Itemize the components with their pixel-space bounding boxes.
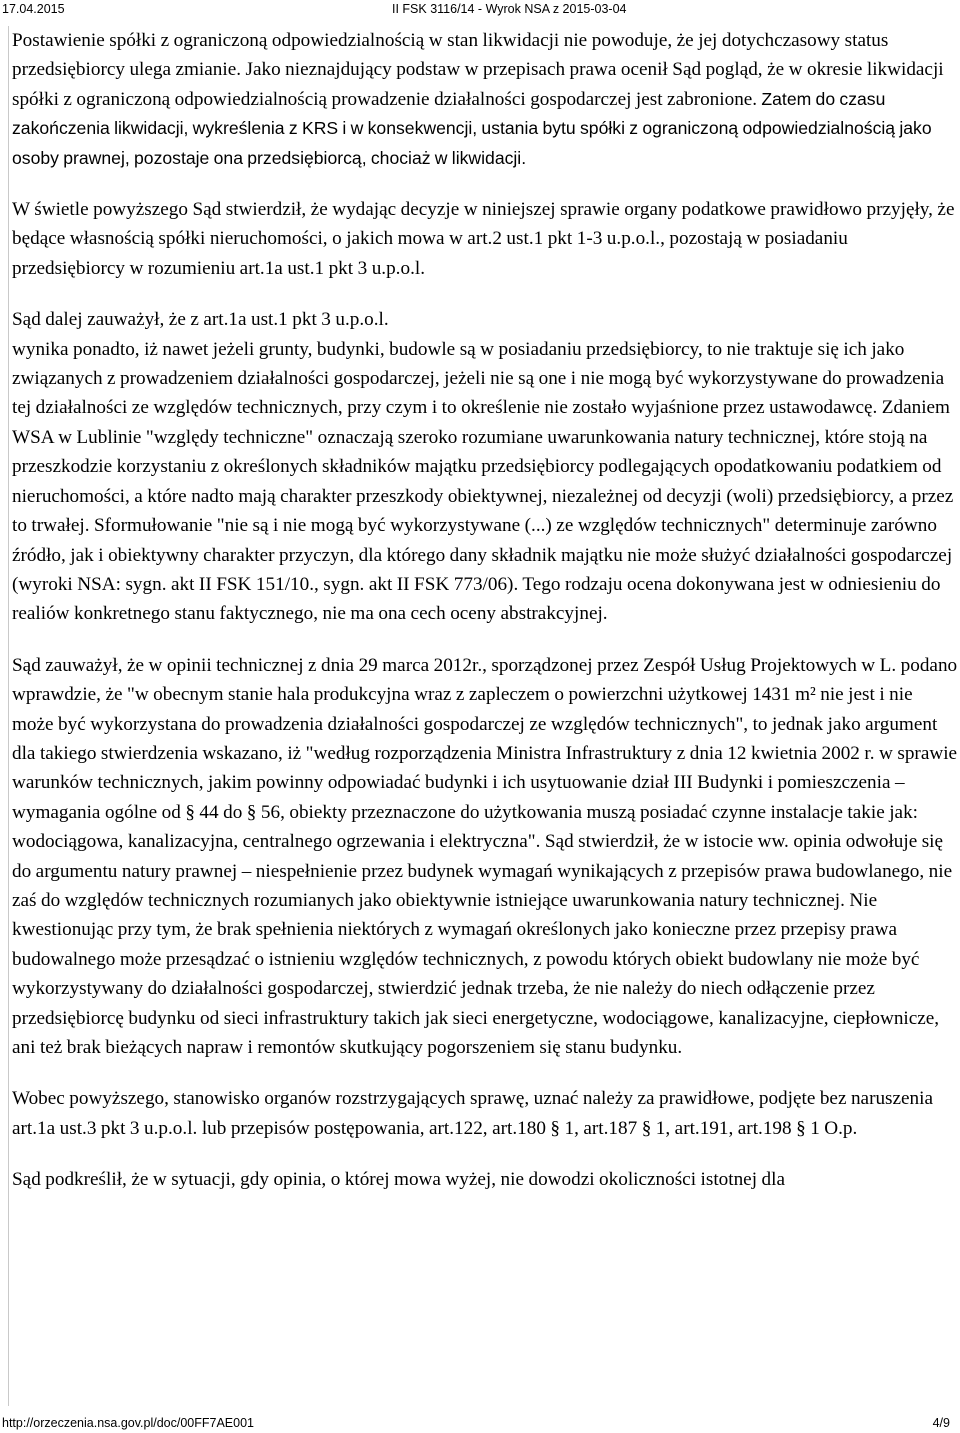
paragraph-technical-reasons: wynika ponadto, iż nawet jeżeli grunty, budynki, budowle są w posiadaniu przedsiębiorcy, to nie traktuje się ich jako związanych z prowadzeniem działalności gospodarczej, jeżeli nie są one i nie mogą być wykorzystywane do prowadzenia tej działalności ze względów technicznych, przy czym i to określenie nie zostało wyjaśnione przez ustawodawcę. Zdaniem WSA w Lublinie "względy techniczne" oznaczają szeroko rozumiane uwarunkowania natury technicznej, które stoją na przeszkodzie korzystaniu z określonych składników majątku przedsiębiorcy podlegających opodatkowaniu podatkiem od nieruchomości, a które nadto mają charakter przeszkody obiektywnej, niezależnej od decyzji (woli) przedsiębiorcy, a przez to trwałej. Sformułowanie "nie są i nie mogą być wykorzystywane (...) ze względów technicznych" determinuje zarówno źródło, jak i obiektywny charakter przyczyn, dla którego dany składnik majątku nie może służyć działalności gospodarczej (wyroki NSA: sygn. akt II FSK 151/10., sygn. akt II FSK 773/06). Tego rodzaju ocena dokonywana jest w odniesieniu do realiów konkretnego stanu faktycznego, nie ma ona cech oceny abstrakcyjnej. <box>12 338 954 625</box>
left-margin-rule <box>8 26 9 1406</box>
print-date: 17.04.2015 <box>2 2 65 16</box>
paragraph-status-part-b: Zatem do czasu zakończenia likwidacji, wykreślenia z KRS i w konsekwencji, ustania bytu spółki z ograniczoną odpowiedzialnością jako osoby prawnej, pozostaje ona przedsiębiorcą, chociaż w likwidacji. <box>12 88 932 168</box>
judgment-content <box>0 26 960 1406</box>
paragraph-conclusion: W świetle powyższego Sąd stwierdził, że wydając decyzje w niniejszej sprawie organy podatkowe prawidłowo przyjęły, że będące własnością spółki nieruchomości, o jakich mowa w art.2 ust.1 pkt 1-3 u.p.o.l., pozostają w posiadaniu przedsiębiorcy w rozumieniu art.1a ust.1 pkt 3 u.p.o.l. <box>12 199 955 279</box>
document-url: http://orzeczenia.nsa.gov.pl/doc/00FF7AE001 <box>2 1416 255 1430</box>
paragraph-court-note: Sąd dalej zauważył, że z art.1a ust.1 pkt 3 u.p.o.l. <box>12 309 389 331</box>
paragraph-status-part-a: Postawienie spółki z ograniczoną odpowiedzialnością w stan likwidacji nie powoduje, że jej dotychczasowy status przedsiębiorcy ulega zmianie. Jako nieznajdujący podstaw w przepisach prawa ocenił Sąd pogląd, że w okresie likwidacji spółki z ograniczoną odpowiedzialnością prowadzenie działalności gospodarczej jest zabronione. <box>12 30 944 110</box>
paragraph-technical-opinion: Sąd zauważył, że w opinii technicznej z dnia 29 marca 2012r., sporządzonej przez Zespół Usług Projektowych w L. podano wprawdzie, że "w obecnym stanie hala produkcyjna wraz z zapleczem o powierzchni użytkowej 1431 m² nie jest i nie może być wykorzystana do prowadzenia działalności gospodarczej ze względów technicznych", to jednak jako argument dla takiego stwierdzenia wskazano, iż "według rozporządzenia Ministra Infrastruktury z dnia 12 kwietnia 2002 r. w sprawie warunków technicznych, jakim powinny odpowiadać budynki i ich usytuowanie dział III Budynki i pomieszczenia – wymagania ogólne od § 44 do § 56, obiekty przeznaczone do użytkowania muszą posiadać czynne instalacje takie jak: wodociągowa, kanalizacyjna, centralnego ogrzewania i elektryczna". Sąd stwierdził, że w istocie ww. opinia odwołuje się do argumentu natury prawnej – niespełnienie przez budynek wymagań wynikających z przepisów prawa budowlanego, nie zaś do względów technicznych rozumianych jako obiektywnie istniejące uwarunkowania natury technicznej. Nie kwestionując przy tym, że brak spełnienia niektórych z wymagań określonych jako konieczne przez przepisy prawa budowalnego może przesądzać o istnieniu względów technicznych, z powodu których obiekt budowlany nie może być wykorzystywany do działalności gospodarczej, stwierdzić jednak trzeba, że nie należy do niech odłączenie przez przedsiębiorcę budynku od sieci infrastruktury takich jak sieci energetyczne, wodociągowe, kanalizacyjne, ciepłownicze, ani też brak bieżących napraw i remontów skutkujący pogorszeniem się stanu budynku. <box>12 654 958 1058</box>
print-header <box>0 0 960 18</box>
judgment-text <box>12 26 958 1195</box>
print-footer <box>0 1413 960 1433</box>
document-title: II FSK 3116/14 - Wyrok NSA z 2015-03-04 <box>392 2 627 16</box>
paragraph-status <box>12 26 958 173</box>
paragraph-assessment: Wobec powyższego, stanowisko organów rozstrzygających sprawę, uznać należy za prawidłowe, podjęte bez naruszenia art.1a ust.3 pkt 3 u.p.o.l. lub przepisów postępowania, art.122, art.180 § 1, art.187 § 1, art.191, art.198 § 1 O.p. <box>12 1088 933 1139</box>
page-number: 4/9 <box>932 1416 950 1430</box>
paragraph-emphasis: Sąd podkreślił, że w sytuacji, gdy opinia, o której mowa wyżej, nie dowodzi okoliczności istotnej dla <box>12 1169 785 1191</box>
